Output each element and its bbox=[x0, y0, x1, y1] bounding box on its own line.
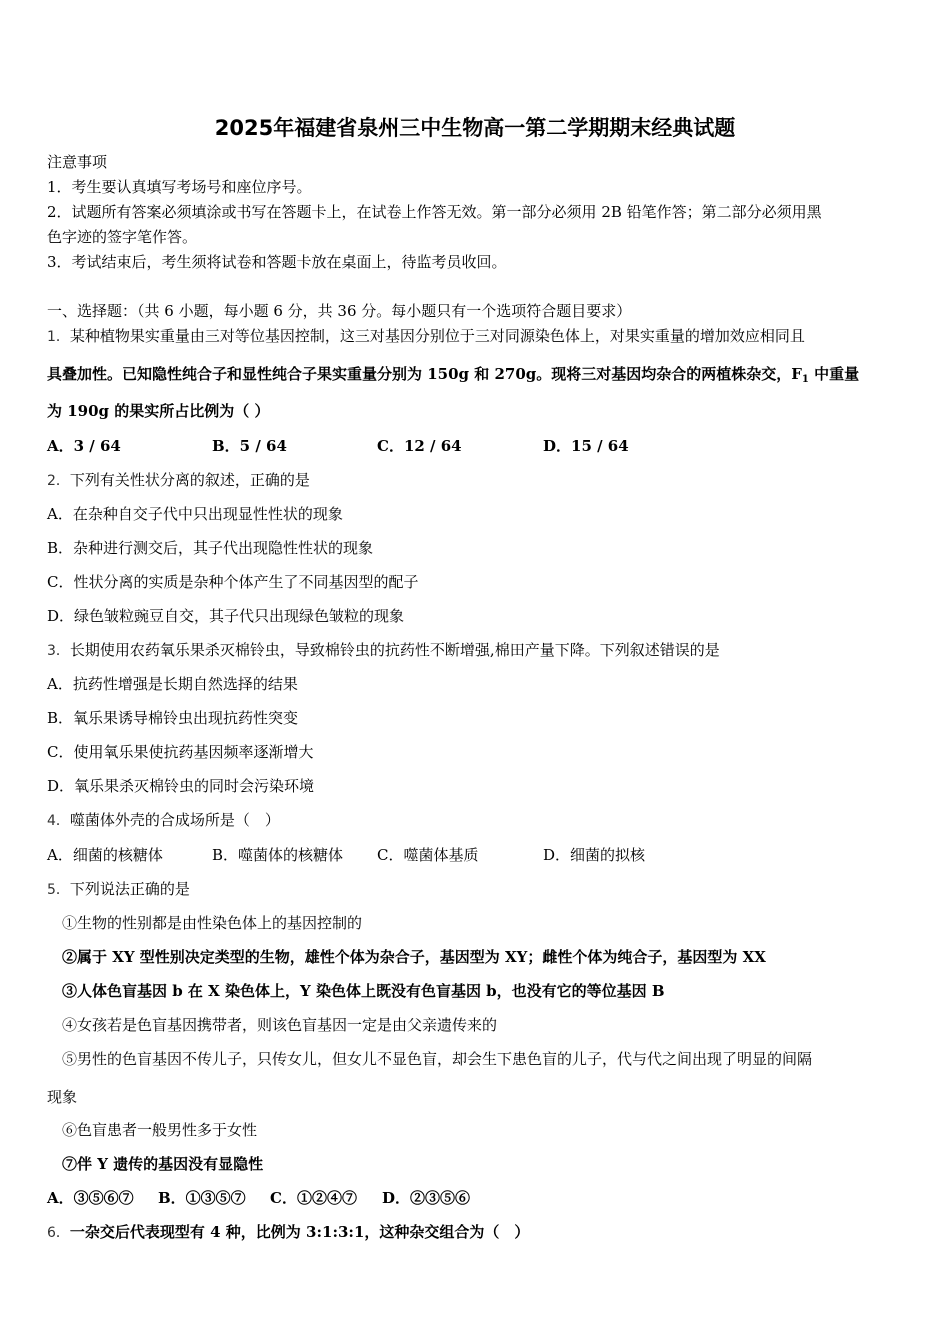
option-d[interactable] bbox=[543, 436, 629, 456]
option-b[interactable]: B．氧乐果诱导棉铃虫出现抗药性突变 bbox=[47, 709, 299, 727]
option-d[interactable]: D．绿色皱粒豌豆自交，其子代只出现绿色皱粒的现象 bbox=[47, 607, 405, 625]
notice-item: 色字迹的签字笔作答。 bbox=[47, 228, 198, 246]
option-label: A．③⑤⑥⑦ bbox=[47, 1189, 134, 1207]
option-a[interactable]: A．抗药性增强是长期自然选择的结果 bbox=[47, 675, 298, 693]
page-title: 2025年福建省泉州三中生物高一第二学期期末经典试题 bbox=[214, 116, 736, 140]
question-stem: 噬菌体外壳的合成场所是（ ） bbox=[69, 811, 280, 829]
option-b[interactable] bbox=[158, 1188, 246, 1208]
option-c[interactable]: C．噬菌体基质 bbox=[377, 846, 479, 864]
notice-item: 1．考生要认真填写考场号和座位序号。 bbox=[47, 178, 312, 196]
question-number: 6． bbox=[47, 1225, 70, 1241]
question-stem: 一杂交后代表现型有 4 种，比例为 3:1:3:1，这种杂交组合为（ ） bbox=[69, 1223, 530, 1241]
option-a[interactable]: A．在杂种自交子代中只出现显性性状的现象 bbox=[47, 505, 343, 523]
subscript: 1 bbox=[801, 374, 809, 385]
option-a[interactable] bbox=[47, 1188, 134, 1208]
option-label: D．15 / 64 bbox=[543, 437, 629, 455]
option-d[interactable]: D．细菌的拟核 bbox=[543, 846, 646, 864]
question-stem: 中重量 bbox=[808, 365, 860, 383]
question-number: 2． bbox=[47, 473, 70, 489]
question-6 bbox=[47, 1222, 529, 1243]
question-number: 5． bbox=[47, 882, 70, 898]
notice-heading: 注意事项 bbox=[47, 153, 108, 171]
question-1 bbox=[47, 326, 805, 347]
statement bbox=[62, 947, 766, 967]
statement bbox=[62, 1154, 263, 1174]
option-label: B．5 / 64 bbox=[212, 437, 287, 455]
option-label: B．①③⑤⑦ bbox=[158, 1189, 246, 1207]
question-5 bbox=[47, 879, 190, 900]
notice-item: 3．考试结束后，考生须将试卷和答题卡放在桌面上，待监考员收回。 bbox=[47, 253, 507, 271]
option-label: C．12 / 64 bbox=[377, 437, 462, 455]
question-1-line-3 bbox=[47, 401, 269, 421]
option-c[interactable]: C．性状分离的实质是杂种个体产生了不同基因型的配子 bbox=[47, 573, 419, 591]
option-label: C．①②④⑦ bbox=[270, 1189, 357, 1207]
question-2 bbox=[47, 470, 310, 491]
option-b[interactable]: B．杂种进行测交后，其子代出现隐性性状的现象 bbox=[47, 539, 374, 557]
statement: ⑥色盲患者一般男性多于女性 bbox=[62, 1121, 258, 1139]
option-b[interactable]: B．噬菌体的核糖体 bbox=[212, 846, 344, 864]
option-a[interactable]: A．细菌的核糖体 bbox=[47, 846, 163, 864]
question-stem: 下列说法正确的是 bbox=[69, 880, 190, 898]
question-stem: 具叠加性。已知隐性纯合子和显性纯合子果实重量分别为 150g 和 270g。现将三对基因均杂合的两植株杂交，F bbox=[47, 365, 802, 383]
option-c[interactable]: C．使用氧乐果使抗药基因频率逐渐增大 bbox=[47, 743, 314, 761]
question-stem: 某种植物果实重量由三对等位基因控制，这三对基因分别位于三对同源染色体上，对果实重量的增加效应相同且 bbox=[69, 327, 805, 345]
notice-item: 2．试题所有答案必须填涂或书写在答题卡上，在试卷上作答无效。第一部分必须用 2B 铅笔作答；第二部分必须用黑 bbox=[47, 203, 822, 221]
question-1-line-2 bbox=[47, 364, 859, 384]
option-label: D．②③⑤⑥ bbox=[382, 1189, 471, 1207]
question-stem: 为 190g 的果实所占比例为（ ） bbox=[47, 402, 270, 420]
question-stem: 下列有关性状分离的叙述，正确的是 bbox=[69, 471, 310, 489]
option-d[interactable] bbox=[382, 1188, 470, 1208]
option-label: A．3 / 64 bbox=[47, 437, 121, 455]
question-number: 4． bbox=[47, 813, 70, 829]
section-heading: 一、选择题：（共 6 小题，每小题 6 分，共 36 分。每小题只有一个选项符合题目要求） bbox=[47, 302, 632, 320]
question-4 bbox=[47, 810, 280, 831]
option-d[interactable]: D．氧乐果杀灭棉铃虫的同时会污染环境 bbox=[47, 777, 315, 795]
statement: ④女孩若是色盲基因携带者，则该色盲基因一定是由父亲遗传来的 bbox=[62, 1016, 498, 1034]
option-a[interactable] bbox=[47, 436, 121, 456]
question-number: 3． bbox=[47, 643, 70, 659]
question-number: 1． bbox=[47, 329, 70, 345]
statement-text: ⑦伴 Y 遗传的基因没有显隐性 bbox=[62, 1155, 264, 1173]
statement-text: ③人体色盲基因 b 在 X 染色体上，Y 染色体上既没有色盲基因 b，也没有它的等位基因 B bbox=[62, 982, 665, 1000]
statement bbox=[62, 981, 665, 1001]
question-stem: 长期使用农药氧乐果杀灭棉铃虫，导致棉铃虫的抗药性不断增强,棉田产量下降。下列叙述错误的是 bbox=[69, 641, 720, 659]
statement: ①生物的性别都是由性染色体上的基因控制的 bbox=[62, 914, 363, 932]
statement-text: ②属于 XY 型性别决定类型的生物，雄性个体为杂合子，基因型为 XY；雌性个体为纯合子，基因型为 XX bbox=[62, 948, 766, 966]
option-c[interactable] bbox=[270, 1188, 357, 1208]
option-b[interactable] bbox=[212, 436, 287, 456]
statement: ⑤男性的色盲基因不传儿子，只传女儿，但女儿不显色盲，却会生下患色盲的儿子，代与代之间出现了明显的间隔 bbox=[62, 1050, 813, 1068]
option-c[interactable] bbox=[377, 436, 462, 456]
question-3 bbox=[47, 640, 720, 661]
statement-continuation: 现象 bbox=[47, 1088, 78, 1106]
